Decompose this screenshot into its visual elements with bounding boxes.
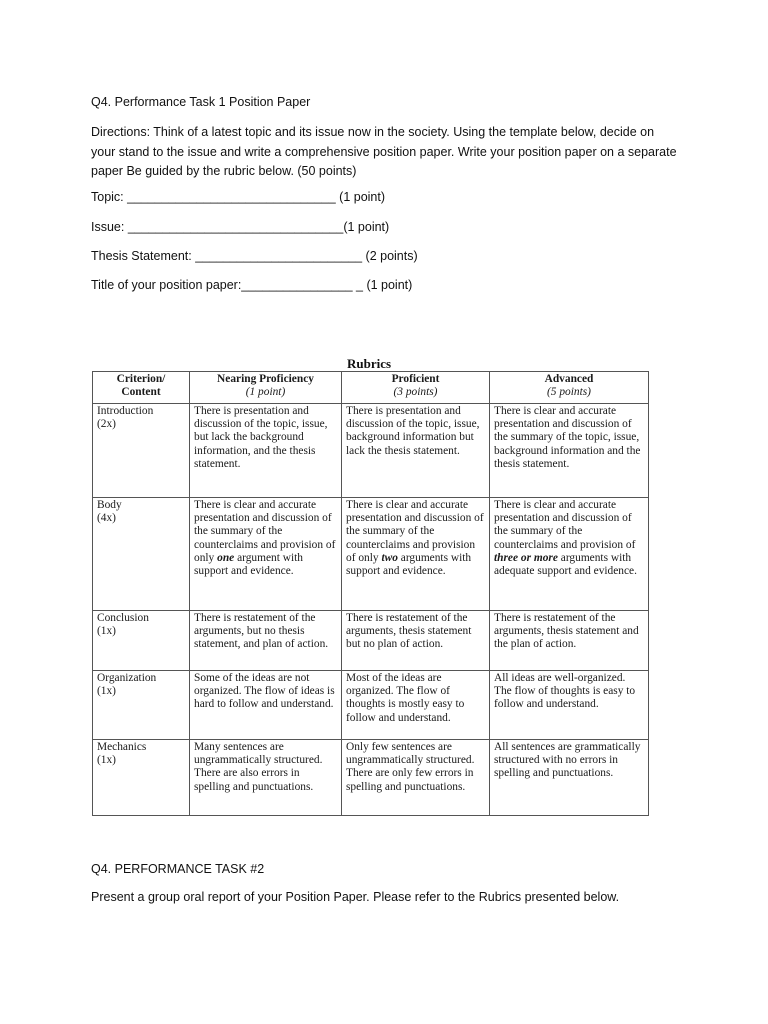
rubric-header-row xyxy=(93,372,649,404)
criterion-cell xyxy=(93,671,190,740)
cell-text: arguments with support and evidence. xyxy=(346,551,472,578)
table-row xyxy=(93,404,649,498)
proficient-cell: Most of the ideas are organized. The flow of thoughts is mostly easy to follow and understand. xyxy=(342,671,490,740)
nearing-cell: There is restatement of the arguments, but no thesis statement, and plan of action. xyxy=(190,611,342,671)
nearing-cell xyxy=(190,498,342,611)
advanced-cell: There is restatement of the arguments, thesis statement and the plan of action. xyxy=(490,611,649,671)
header-nearing-points: (1 point) xyxy=(245,386,286,399)
header-criterion xyxy=(93,372,190,404)
criterion-weight: (1x) xyxy=(97,625,116,638)
criterion-weight: (4x) xyxy=(97,512,116,525)
table-row xyxy=(93,671,649,740)
nearing-cell: Some of the ideas are not organized. The flow of ideas is hard to follow and understand. xyxy=(190,671,342,740)
cell-text: There is clear and accurate presentation and discussion of the summary of the counterclaims and provision of only xyxy=(346,499,484,564)
criterion-name: Conclusion xyxy=(97,612,149,624)
thesis-statement-line: Thesis Statement: ________________________ (2 points) xyxy=(91,249,418,263)
cell-emphasis: three or more xyxy=(494,551,558,564)
rubric-table xyxy=(92,371,649,816)
header-proficient xyxy=(342,372,490,404)
topic-line: Topic: ______________________________ (1 point) xyxy=(91,190,386,204)
advanced-cell: All sentences are grammatically structured with no errors in spelling and punctuations. xyxy=(490,740,649,816)
header-criterion-label: Criterion/ xyxy=(116,373,166,385)
table-row xyxy=(93,611,649,671)
header-proficient-points: (3 points) xyxy=(393,386,438,399)
criterion-weight: (2x) xyxy=(97,418,116,431)
cell-emphasis: one xyxy=(217,551,235,564)
criterion-cell xyxy=(93,498,190,611)
cell-text: There is clear and accurate presentation and discussion of the summary of the counterclaims and provision of only xyxy=(194,499,336,564)
advanced-cell: All ideas are well-organized. The flow of thoughts is easy to follow and understand. xyxy=(490,671,649,740)
criterion-name: Body xyxy=(97,499,122,511)
criterion-cell xyxy=(93,404,190,498)
criterion-name: Mechanics xyxy=(97,741,147,753)
directions-paragraph: Directions: Think of a latest topic and its issue now in the society. Using the template below, decide on your stand to the issue and write a comprehensive position paper. Write your position paper on a separate paper Be guided by the rubric below. (50 points) xyxy=(91,125,677,178)
title-line: Title of your position paper:________________ _ (1 point) xyxy=(91,278,413,292)
issue-line: Issue: _______________________________(1 point) xyxy=(91,220,390,234)
header-advanced-points: (5 points) xyxy=(547,386,591,399)
cell-text: There is clear and accurate presentation and discussion of the summary of the counterclaims and provision of xyxy=(494,499,636,551)
header-nearing xyxy=(190,372,342,404)
nearing-cell: There is presentation and discussion of the topic, issue, but lack the background information, and the thesis statement. xyxy=(190,404,342,498)
criterion-weight: (1x) xyxy=(97,685,116,698)
header-advanced-label: Advanced xyxy=(544,373,594,385)
header-criterion-sub: Content xyxy=(121,386,161,399)
proficient-cell: There is restatement of the arguments, thesis statement but no plan of action. xyxy=(342,611,490,671)
criterion-cell xyxy=(93,740,190,816)
table-row xyxy=(93,498,649,611)
header-advanced xyxy=(490,372,649,404)
proficient-cell: There is presentation and discussion of the topic, issue, background information but lack the thesis statement. xyxy=(342,404,490,498)
nearing-cell: Many sentences are ungrammatically structured. There are also errors in spelling and punctuations. xyxy=(190,740,342,816)
advanced-cell: There is clear and accurate presentation and discussion of the summary of the topic, issue, background information and the thesis statement. xyxy=(490,404,649,498)
criterion-cell xyxy=(93,611,190,671)
criterion-weight: (1x) xyxy=(97,754,116,767)
cell-text: arguments with adequate support and evidence. xyxy=(494,551,637,578)
rubric-title: Rubrics xyxy=(347,356,392,371)
criterion-name: Organization xyxy=(97,672,157,684)
header-nearing-label: Nearing Proficiency xyxy=(217,373,314,385)
cell-text: argument with support and evidence. xyxy=(194,551,303,578)
proficient-cell xyxy=(342,498,490,611)
task2-instructions: Present a group oral report of your Position Paper. Please refer to the Rubrics presented below. xyxy=(91,890,620,904)
table-row xyxy=(93,740,649,816)
task2-heading: Q4. PERFORMANCE TASK #2 xyxy=(91,862,265,876)
proficient-cell: Only few sentences are ungrammatically structured. There are only few errors in spelling and punctuations. xyxy=(342,740,490,816)
cell-emphasis: two xyxy=(381,551,398,564)
advanced-cell xyxy=(490,498,649,611)
criterion-name: Introduction xyxy=(97,405,154,417)
task1-heading: Q4. Performance Task 1 Position Paper xyxy=(91,95,311,109)
header-proficient-label: Proficient xyxy=(391,373,440,385)
